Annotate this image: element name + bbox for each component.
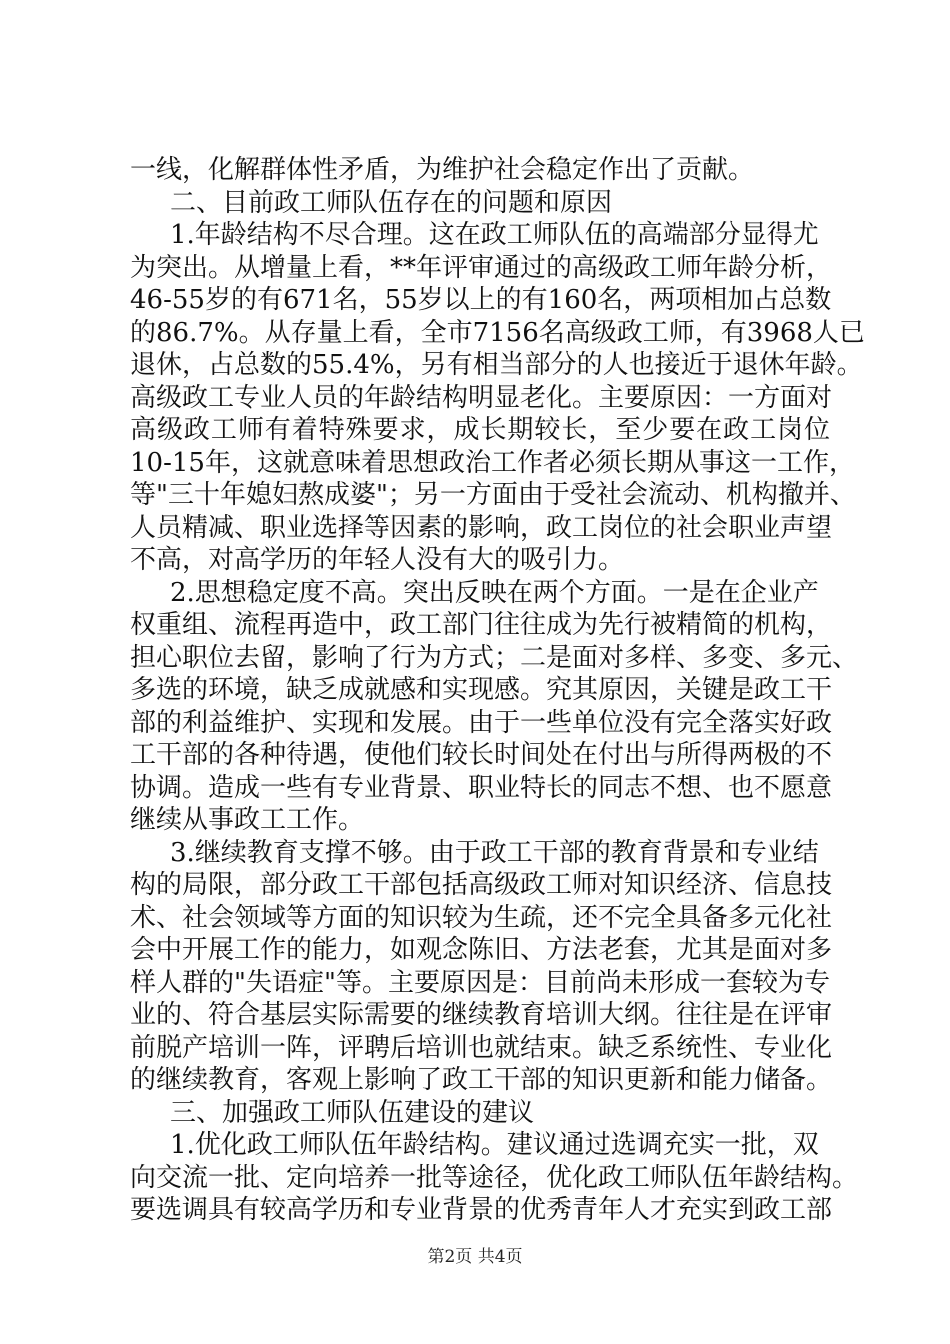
text-line: 术、社会领域等方面的知识较为生疏，还不完全具备多元化社 <box>130 902 833 933</box>
text-line: 等"三十年媳妇熬成婆"；另一方面由于受社会流动、机构撤并、 <box>130 480 856 510</box>
text-line: 要选调具有较高学历和专业背景的优秀青年人才充实到政工部 <box>130 1195 833 1225</box>
text-line: 为突出。从增量上看，**年评审通过的高级政工师年龄分析， <box>130 252 833 283</box>
text-line: 高级政工师有着特殊要求，成长期较长，至少要在政工岗位 <box>130 415 830 445</box>
text-line: 向交流一批、定向培养一批等途径，优化政工师队伍年龄结构。 <box>130 1162 859 1193</box>
text-line: 前脱产培训一阵，评聘后培训也就结束。缺乏系统性、专业化 <box>130 1032 833 1063</box>
text-line: 构的局限，部分政工干部包括高级政工师对知识经济、信息技 <box>130 870 833 900</box>
paragraph-start-line: 三、加强政工师队伍建设的建议 <box>170 1097 535 1128</box>
page-footer <box>0 1242 950 1267</box>
paragraph-start-line: 1.年龄结构不尽合理。这在政工师队伍的高端部分显得尤 <box>170 220 819 250</box>
text-line: 样人群的"失语症"等。主要原因是：目前尚未形成一套较为专 <box>130 967 830 998</box>
text-line: 业的、符合基层实际需要的继续教育培训大纲。往往是在评审 <box>130 1000 833 1030</box>
text-line: 一线，化解群体性矛盾，为维护社会稳定作出了贡献。 <box>130 155 755 185</box>
paragraph-start-line: 2.思想稳定度不高。突出反映在两个方面。一是在企业产 <box>170 577 819 608</box>
paragraph-start-line: 二、目前政工师队伍存在的问题和原因 <box>170 187 613 218</box>
text-line: 继续从事政工工作。 <box>130 805 365 835</box>
text-line: 协调。造成一些有专业背景、职业特长的同志不想、也不愿意 <box>130 772 833 803</box>
text-line: 多选的环境，缺乏成就感和实现感。究其原因，关键是政工干 <box>130 675 833 705</box>
text-line: 不高，对高学历的年轻人没有大的吸引力。 <box>130 545 625 575</box>
text-line: 会中开展工作的能力，如观念陈旧、方法老套，尤其是面对多 <box>130 935 833 965</box>
text-line: 的继续教育，客观上影响了政工干部的知识更新和能力储备。 <box>130 1065 833 1095</box>
text-line: 高级政工专业人员的年龄结构明显老化。主要原因：一方面对 <box>130 382 833 413</box>
text-line: 工干部的各种待遇，使他们较长时间处在付出与所得两极的不 <box>130 740 833 770</box>
text-line: 46-55岁的有671名，55岁以上的有160名，两项相加占总数 <box>130 285 832 315</box>
page-number-label: 第2页 共4页 <box>427 1247 523 1267</box>
text-line: 的86.7%。从存量上看，全市7156名高级政工师，有3968人已 <box>130 317 865 348</box>
text-line: 退休，占总数的55.4%，另有相当部分的人也接近于退休年龄。 <box>130 350 863 380</box>
document-body <box>130 154 865 1227</box>
paragraph-start-line: 3.继续教育支撑不够。由于政工干部的教育背景和专业结 <box>170 837 819 868</box>
text-line: 部的利益维护、实现和发展。由于一些单位没有完全落实好政 <box>130 707 833 738</box>
text-line: 担心职位去留，影响了行为方式；二是面对多样、多变、多元、 <box>130 642 859 673</box>
text-line: 10-15年，这就意味着思想政治工作者必须长期从事这一工作， <box>130 447 855 478</box>
text-line: 权重组、流程再造中，政工部门往往成为先行被精简的机构， <box>130 610 833 640</box>
paragraph-start-line: 1.优化政工师队伍年龄结构。建议通过选调充实一批，双 <box>170 1130 819 1160</box>
text-line: 人员精减、职业选择等因素的影响，政工岗位的社会职业声望 <box>130 512 833 543</box>
